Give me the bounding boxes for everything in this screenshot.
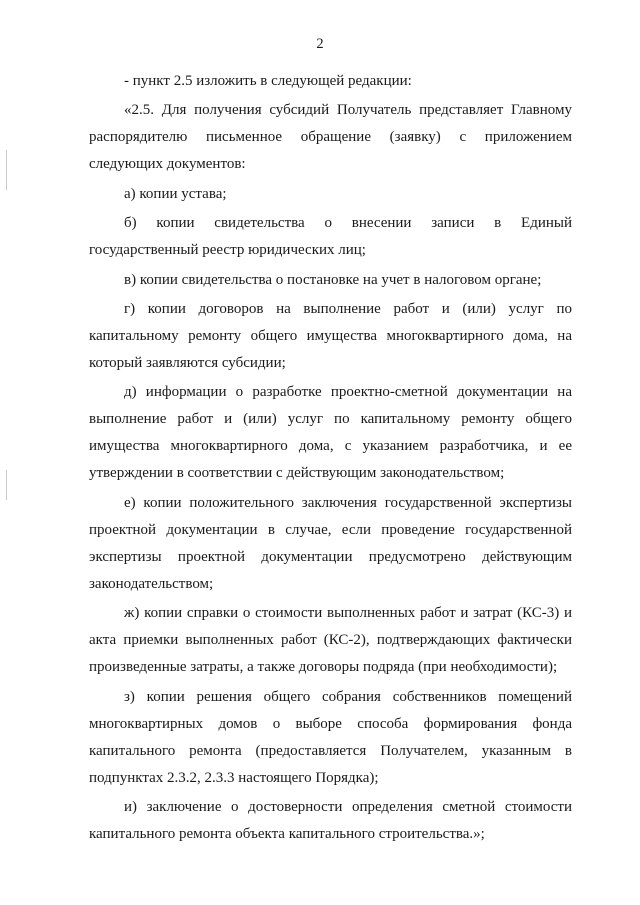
list-item-b: б) копии свидетельства о внесении записи в Единый государственный реестр юридических лиц; <box>89 215 572 259</box>
list-item-e: е) копии положительного заключения государственной экспертизы проектной документации в случае, если проведение государственной экспертизы проектной документации предусмотрено действующим законодательством; <box>89 494 572 592</box>
list-item-g: г) копии договоров на выполнение работ и (или) услуг по капитальному ремонту общего имущества многоквартирного дома, на который заявляются субсидии; <box>89 300 572 371</box>
list-item-a: а) копии устава; <box>124 185 227 202</box>
paragraph-intro: - пункт 2.5 изложить в следующей редакции: <box>124 73 412 89</box>
list-item-v: в) копии свидетельства о постановке на учет в налоговом органе; <box>124 271 542 288</box>
list-item-zh: ж) копии справки о стоимости выполненных работ и затрат (КС-3) и акта приемки выполненных работ (КС-2), подтверждающих фактически произведенные затраты, а также договоры подряда (при необходимости); <box>89 605 572 676</box>
document-body <box>89 68 572 848</box>
list-item-d: д) информации о разработке проектно-сметной документации на выполнение работ и (или) услуг по капитальному ремонту общего имущества многоквартирного дома, с указанием разработчика, и ее утверждении в соответствии с действующим законодательством; <box>89 384 572 482</box>
scan-edge-mark <box>6 470 7 500</box>
page-number: 2 <box>316 36 324 52</box>
list-item-i: и) заключение о достоверности определения сметной стоимости капитального ремонта объекта капитального строительства.»; <box>89 798 572 842</box>
paragraph-2-5: «2.5. Для получения субсидий Получатель представляет Главному распорядителю письменное обращение (заявку) с приложением следующих документов: <box>89 102 572 173</box>
list-item-z: з) копии решения общего собрания собственников помещений многоквартирных домов о выборе способа формирования фонда капитального ремонта (предоставляется Получателем, указанным в подпунктах 2.3.2, 2.3.3 настоящего Порядка); <box>89 688 572 786</box>
scan-edge-mark <box>6 150 7 190</box>
